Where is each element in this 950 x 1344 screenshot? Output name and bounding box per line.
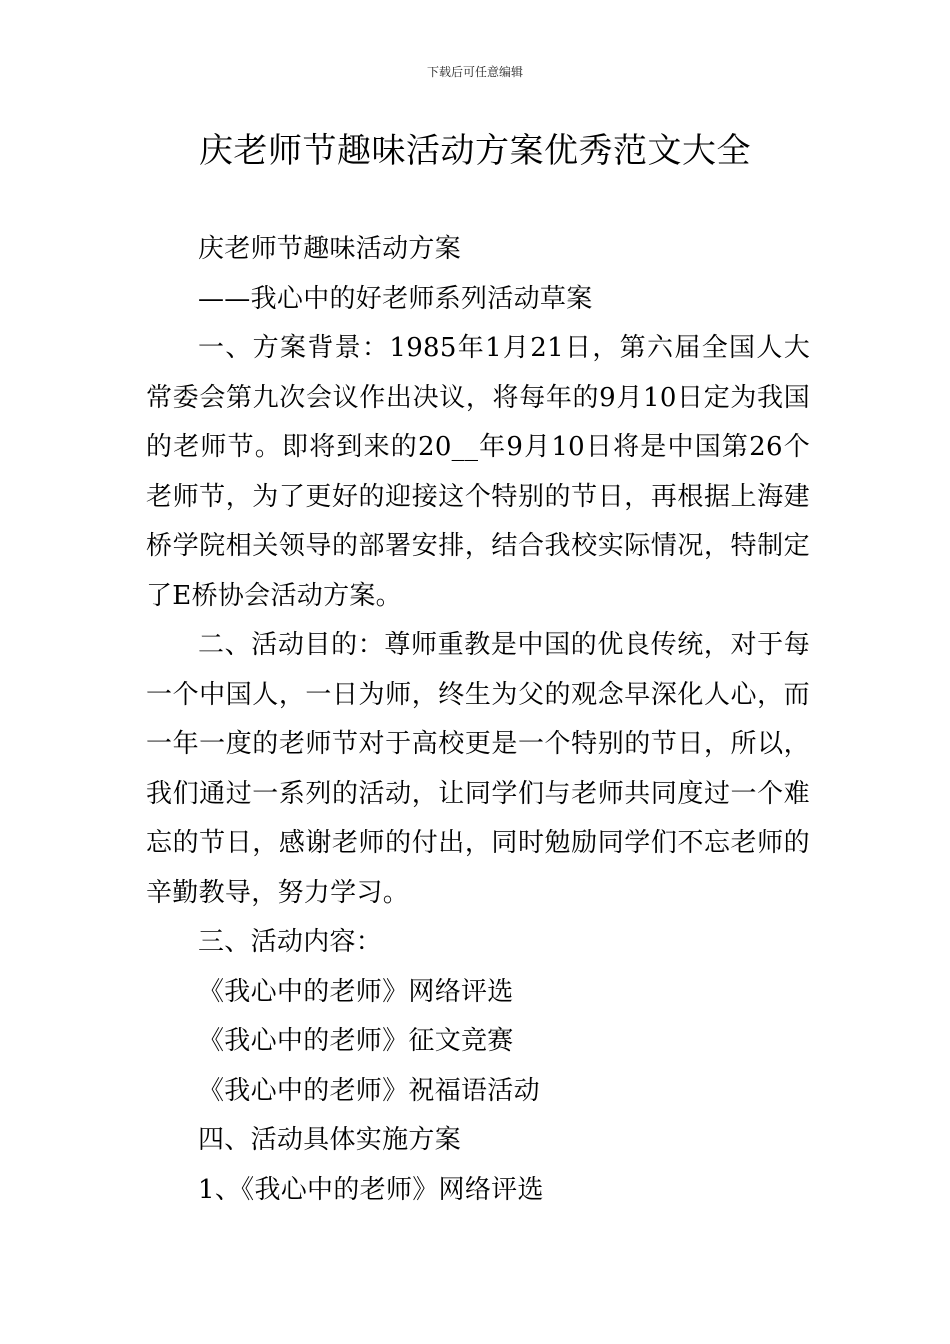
paragraph-draft-title: ——我心中的好老师系列活动草案 bbox=[198, 283, 593, 314]
paragraph-background: 一、方案背景：1985年1月21日，第六届全国人大常委会第九次会议作出决议，将每年的9月10日定为我国的老师节。即将到来的20__年9月10日将是中国第26个老师节，为了更好的迎接这个特别的节日，再根据上海建桥学院相关领导的部署安排，结合我校实际情况，特制定了E桥协会活动方案。 bbox=[146, 333, 810, 611]
list-item: 《我心中的老师》祝福语活动 bbox=[198, 1075, 540, 1106]
list-item: 《我心中的老师》网络评选 bbox=[198, 976, 514, 1007]
paragraph-content-heading: 三、活动内容： bbox=[198, 927, 383, 957]
paragraph-purpose: 二、活动目的：尊师重教是中国的优良传统，对于每一个中国人，一日为师，终生为父的观念早深化人心，而一年一度的老师节对于高校更是一个特别的节日，所以，我们通过一系列的活动，让同学们与老师共同度过一个难忘的节日，感谢老师的付出，同时勉励同学们不忘老师的辛勤教导，努力学习。 bbox=[146, 630, 810, 908]
document-body bbox=[146, 225, 810, 1215]
document-title: 庆老师节趣味活动方案优秀范文大全 bbox=[199, 131, 751, 171]
paragraph-implementation-item: 1、《我心中的老师》网络评选 bbox=[198, 1174, 544, 1205]
paragraph-implementation-heading: 四、活动具体实施方案 bbox=[198, 1125, 462, 1155]
header-note: 下载后可任意编辑 bbox=[426, 65, 523, 79]
list-item: 《我心中的老师》征文竞赛 bbox=[198, 1026, 514, 1056]
paragraph-subtitle: 庆老师节趣味活动方案 bbox=[198, 234, 462, 264]
